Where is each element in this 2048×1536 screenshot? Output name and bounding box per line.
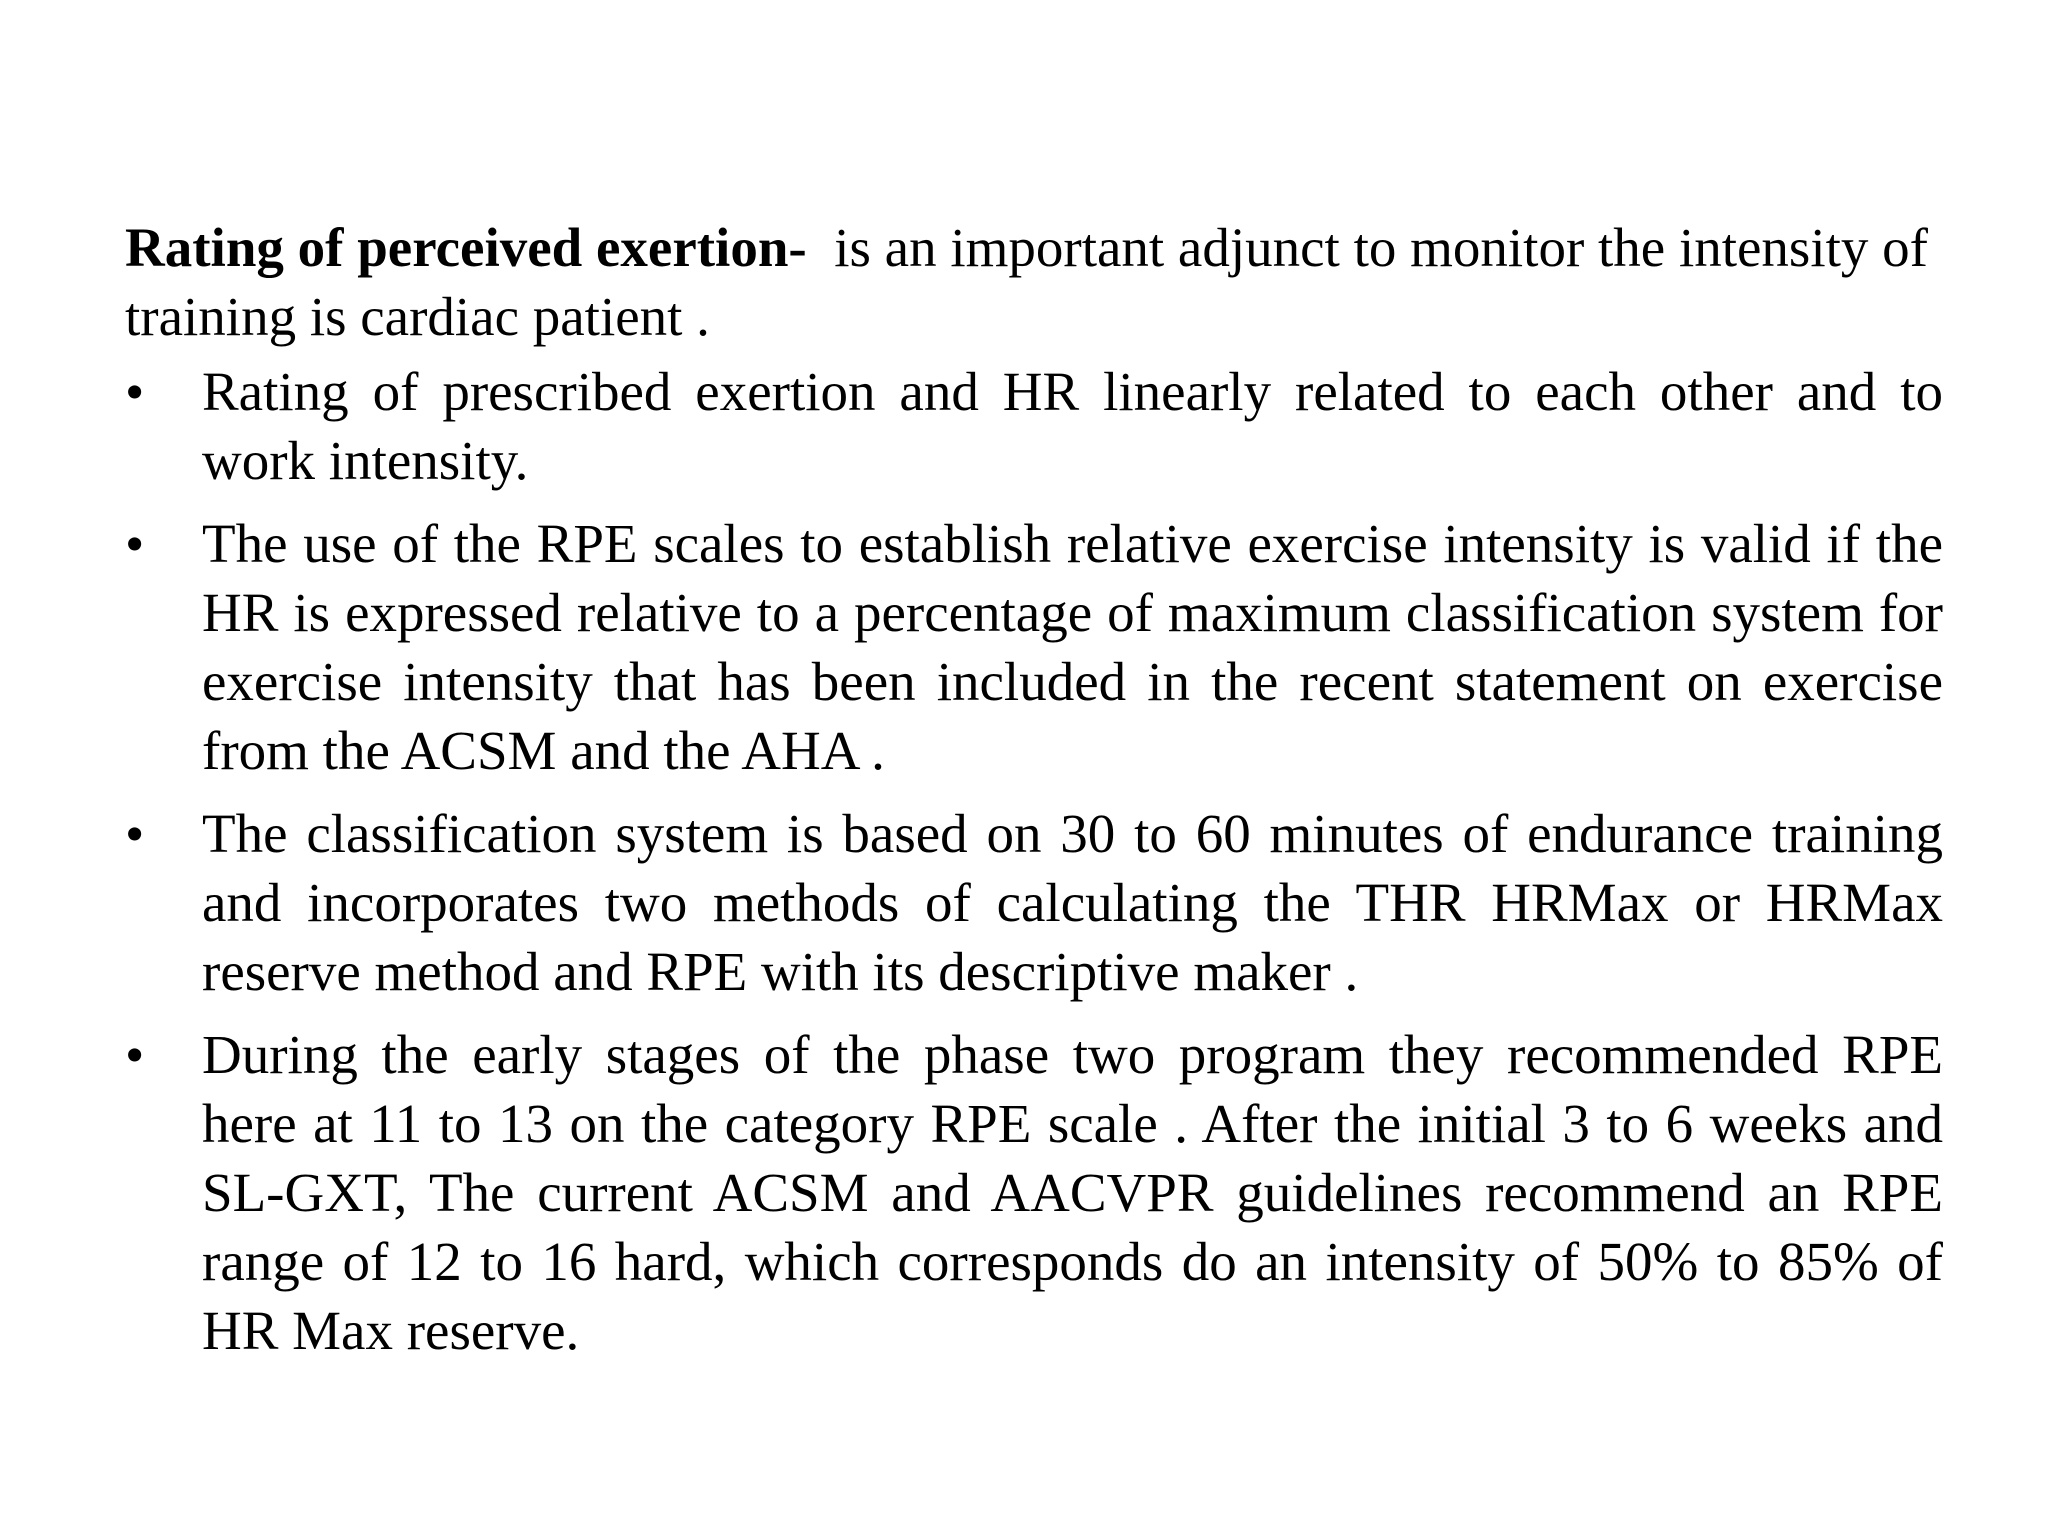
bullet-text: The classification system is based on 30 to 60 minutes of endurance training and incorporates two methods of calculating the THR HRMax or HRMax reserve method and RPE with its descriptive maker . bbox=[202, 803, 1943, 1002]
bullet-item bbox=[125, 509, 1943, 785]
slide-content bbox=[125, 213, 1943, 1379]
intro-term: Rating of perceived exertion- bbox=[125, 217, 807, 278]
bullet-icon: • bbox=[125, 361, 145, 422]
bullet-icon: • bbox=[125, 1024, 145, 1085]
bullet-item bbox=[125, 357, 1943, 495]
bullet-text: Rating of prescribed exertion and HR linearly related to each other and to work intensity. bbox=[202, 361, 1943, 491]
bullet-list bbox=[125, 357, 1943, 1365]
bullet-text: The use of the RPE scales to establish relative exercise intensity is valid if the HR is expressed relative to a percentage of maximum classification system for exercise intensity that has been included in the recent statement on exercise from the ACSM and the AHA . bbox=[202, 513, 1943, 781]
intro-paragraph bbox=[125, 213, 1943, 351]
bullet-text: During the early stages of the phase two program they recommended RPE here at 11 to 13 on the category RPE scale . After the initial 3 to 6 weeks and SL-GXT, The current ACSM and AACVPR guidelines recommend an RPE range of 12 to 16 hard, which corresponds do an intensity of 50% to 85% of HR Max reserve. bbox=[202, 1024, 1943, 1361]
bullet-icon: • bbox=[125, 513, 145, 574]
intro-text: is an important adjunct to monitor the intensity of training is cardiac patient . bbox=[125, 217, 1942, 347]
bullet-icon: • bbox=[125, 803, 145, 864]
bullet-item bbox=[125, 1020, 1943, 1365]
bullet-item bbox=[125, 799, 1943, 1006]
